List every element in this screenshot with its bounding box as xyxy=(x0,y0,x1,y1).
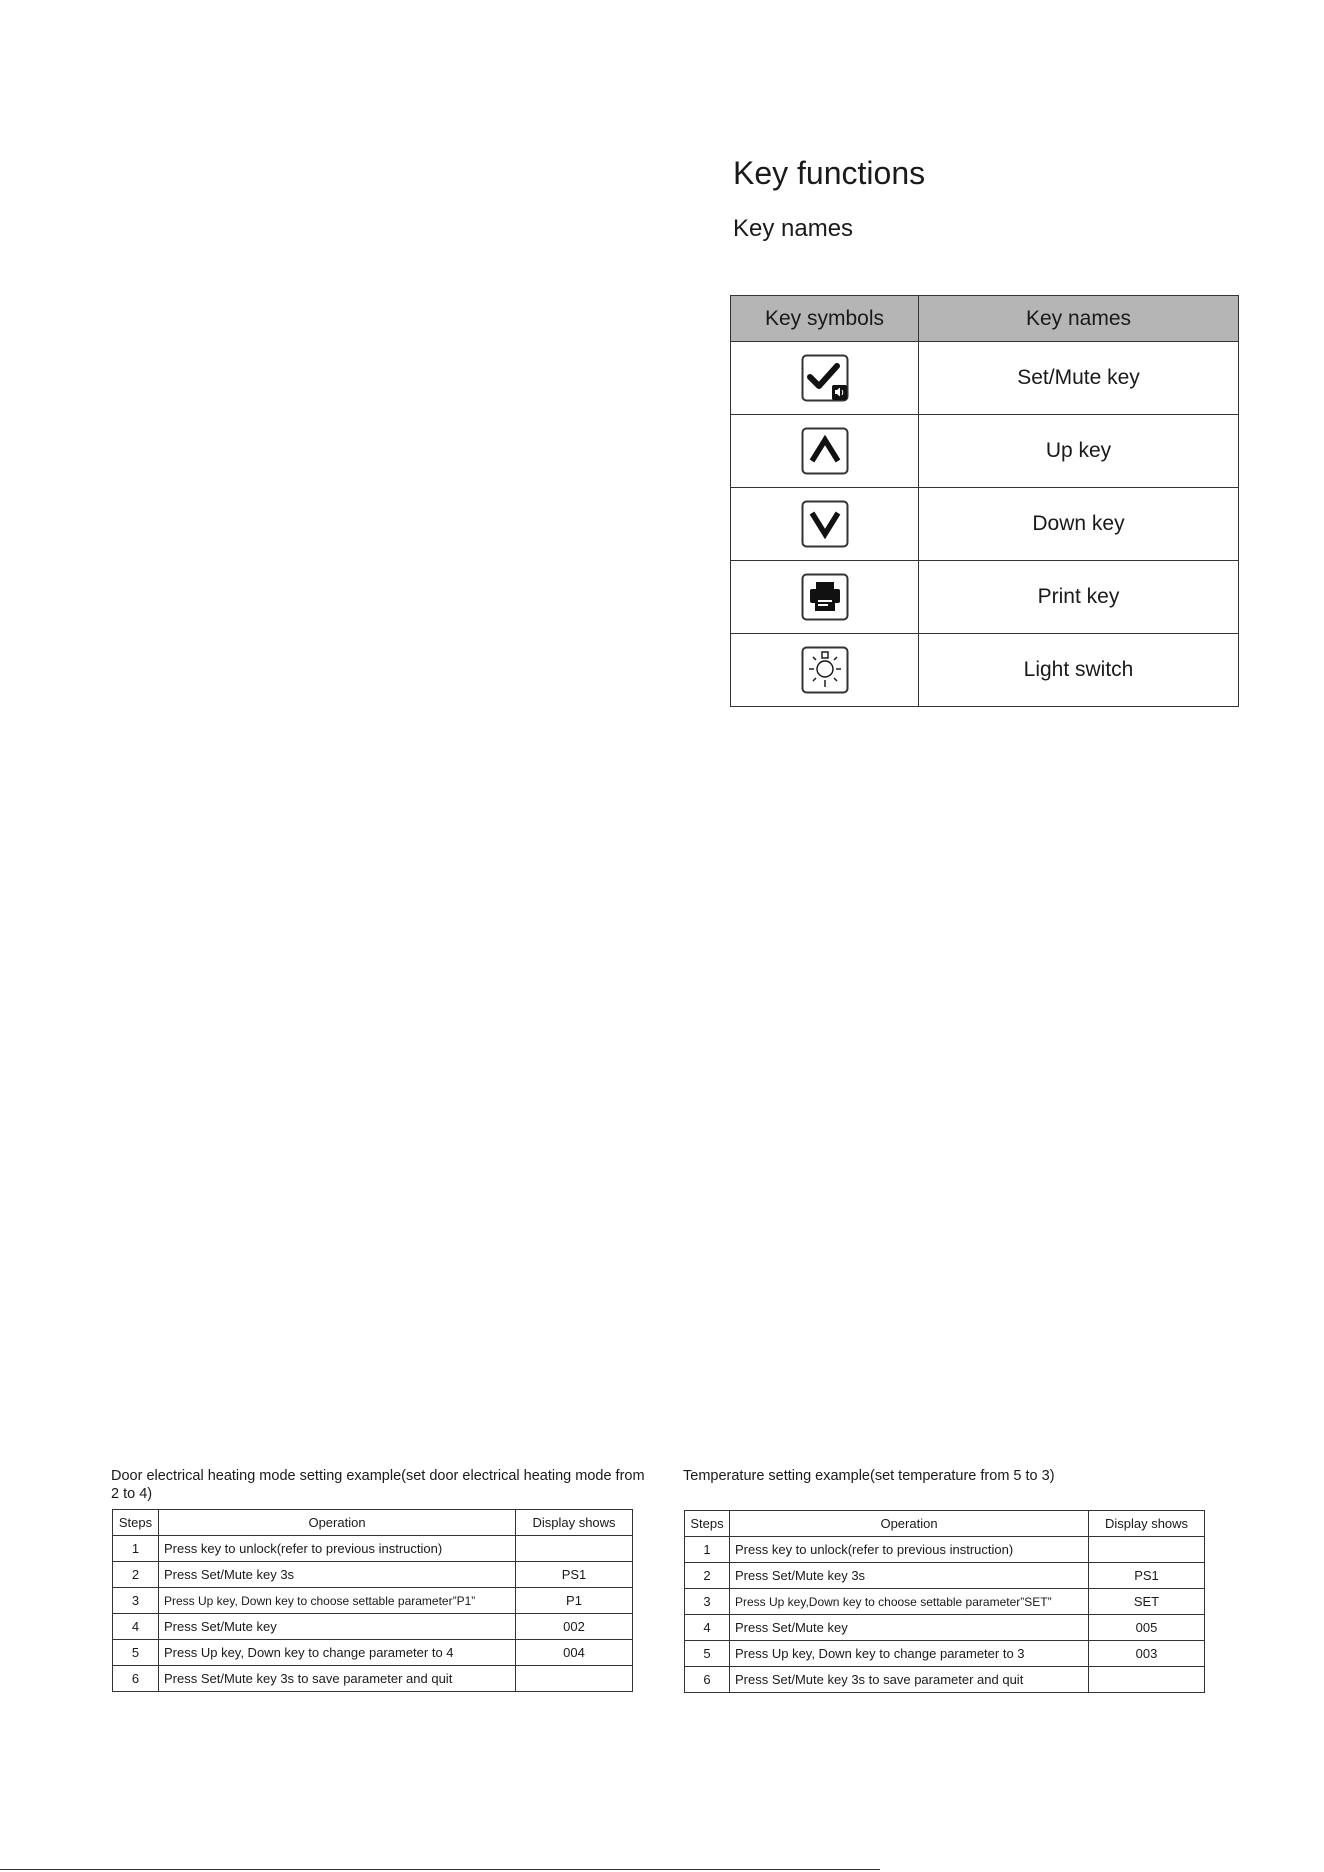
table-row xyxy=(113,1536,633,1562)
table-row xyxy=(685,1589,1205,1615)
step-cell: 4 xyxy=(113,1614,159,1640)
steps-header: Steps xyxy=(685,1511,730,1537)
key-row-set-mute xyxy=(731,342,1239,415)
door-example-table xyxy=(112,1509,633,1692)
operation-cell: Press Set/Mute key xyxy=(159,1614,516,1640)
steps-header: Steps xyxy=(113,1510,159,1536)
key-symbol-cell xyxy=(731,561,919,634)
operation-cell: Press Up key, Down key to choose settable parameter”P1” xyxy=(159,1588,516,1614)
key-name-cell: Up key xyxy=(919,415,1239,488)
operation-cell: Press Set/Mute key 3s xyxy=(159,1562,516,1588)
key-symbols-header: Key symbols xyxy=(731,296,919,342)
display-cell: PS1 xyxy=(1089,1563,1205,1589)
step-cell: 3 xyxy=(685,1589,730,1615)
key-row-down xyxy=(731,488,1239,561)
operation-cell: Press Up key, Down key to change parameter to 3 xyxy=(730,1641,1089,1667)
operation-cell: Press Up key, Down key to change parameter to 4 xyxy=(159,1640,516,1666)
key-names-table xyxy=(730,295,1239,707)
display-cell xyxy=(1089,1667,1205,1693)
operation-header: Operation xyxy=(730,1511,1089,1537)
print-icon xyxy=(801,573,849,621)
step-cell: 4 xyxy=(685,1615,730,1641)
table-row xyxy=(685,1615,1205,1641)
display-cell: PS1 xyxy=(516,1562,633,1588)
step-cell: 3 xyxy=(113,1588,159,1614)
table-header-row xyxy=(685,1511,1205,1537)
operation-cell: Press key to unlock(refer to previous instruction) xyxy=(159,1536,516,1562)
display-header: Display shows xyxy=(516,1510,633,1536)
operation-cell: Press Set/Mute key xyxy=(730,1615,1089,1641)
key-symbol-cell xyxy=(731,634,919,707)
key-table-header-row xyxy=(731,296,1239,342)
display-cell xyxy=(516,1536,633,1562)
set-mute-icon xyxy=(801,354,849,402)
table-row xyxy=(113,1640,633,1666)
table-row xyxy=(113,1614,633,1640)
operation-cell: Press Set/Mute key 3s to save parameter and quit xyxy=(730,1667,1089,1693)
key-symbol-cell xyxy=(731,415,919,488)
table-row xyxy=(113,1588,633,1614)
temperature-example-table xyxy=(684,1510,1205,1693)
operation-header: Operation xyxy=(159,1510,516,1536)
display-cell: 002 xyxy=(516,1614,633,1640)
step-cell: 1 xyxy=(685,1537,730,1563)
operation-cell: Press Set/Mute key 3s xyxy=(730,1563,1089,1589)
key-name-cell: Light switch xyxy=(919,634,1239,707)
step-cell: 1 xyxy=(113,1536,159,1562)
table-row xyxy=(113,1562,633,1588)
step-cell: 5 xyxy=(113,1640,159,1666)
light-bulb-icon xyxy=(801,646,849,694)
display-header: Display shows xyxy=(1089,1511,1205,1537)
key-row-up xyxy=(731,415,1239,488)
table-row xyxy=(685,1563,1205,1589)
display-cell xyxy=(1089,1537,1205,1563)
step-cell: 6 xyxy=(113,1666,159,1692)
step-cell: 2 xyxy=(685,1563,730,1589)
display-cell: 004 xyxy=(516,1640,633,1666)
key-name-cell: Down key xyxy=(919,488,1239,561)
footer-divider xyxy=(0,1869,880,1870)
table-row xyxy=(685,1667,1205,1693)
down-arrow-icon xyxy=(801,500,849,548)
step-cell: 5 xyxy=(685,1641,730,1667)
table-row xyxy=(685,1537,1205,1563)
key-name-cell: Set/Mute key xyxy=(919,342,1239,415)
display-cell: P1 xyxy=(516,1588,633,1614)
door-example-caption: Door electrical heating mode setting example(set door electrical heating mode from 2 to 4) xyxy=(111,1468,645,1502)
display-cell xyxy=(516,1666,633,1692)
step-cell: 6 xyxy=(685,1667,730,1693)
up-arrow-icon xyxy=(801,427,849,475)
key-symbol-cell xyxy=(731,488,919,561)
temperature-example-caption: Temperature setting example(set temperature from 5 to 3) xyxy=(683,1468,1055,1484)
key-names-subtitle: Key names xyxy=(733,215,854,242)
key-name-cell: Print key xyxy=(919,561,1239,634)
step-cell: 2 xyxy=(113,1562,159,1588)
display-cell: 003 xyxy=(1089,1641,1205,1667)
operation-cell: Press Up key,Down key to choose settable parameter”SET” xyxy=(730,1589,1089,1615)
operation-cell: Press Set/Mute key 3s to save parameter and quit xyxy=(159,1666,516,1692)
table-row xyxy=(113,1666,633,1692)
display-cell: 005 xyxy=(1089,1615,1205,1641)
table-row xyxy=(685,1641,1205,1667)
operation-cell: Press key to unlock(refer to previous instruction) xyxy=(730,1537,1089,1563)
table-header-row xyxy=(113,1510,633,1536)
display-cell: SET xyxy=(1089,1589,1205,1615)
key-row-light xyxy=(731,634,1239,707)
key-functions-title: Key functions xyxy=(733,155,926,191)
key-symbol-cell xyxy=(731,342,919,415)
key-row-print xyxy=(731,561,1239,634)
key-names-header: Key names xyxy=(919,296,1239,342)
